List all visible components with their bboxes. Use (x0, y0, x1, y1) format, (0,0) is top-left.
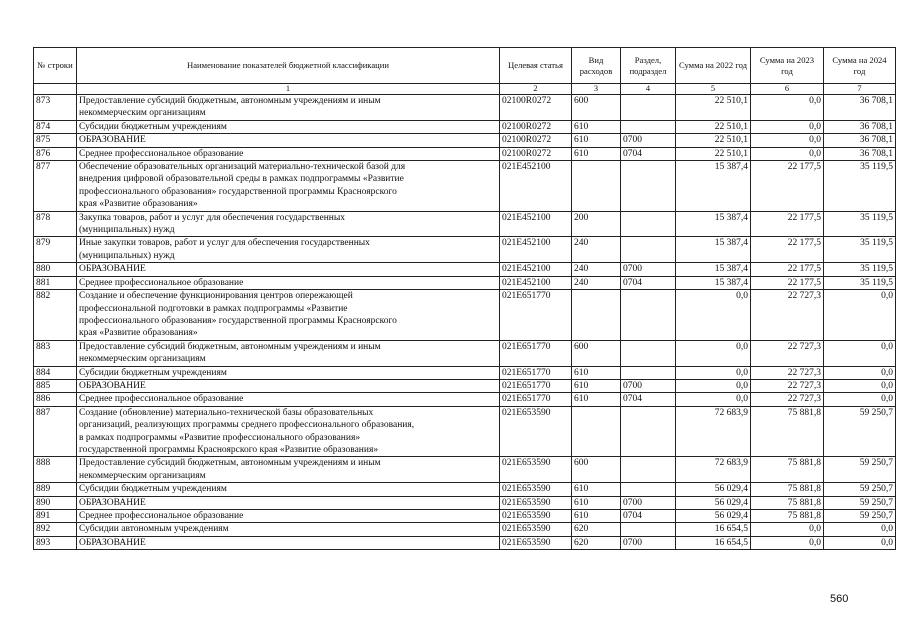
expense-type: 610 (572, 366, 621, 379)
indicator-name-line: профессиональной подготовки в рамках подпрограммы «Развитие (79, 303, 348, 314)
sum-2023: 22 177,5 (751, 276, 824, 289)
expense-type (572, 161, 621, 212)
indicator-name-line: края «Развитие образования» (79, 199, 198, 210)
indicator-name (77, 95, 500, 121)
section-code (621, 366, 676, 379)
indicator-name-line: в рамках подпрограммы «Развитие профессионального образования» (79, 432, 361, 443)
section-code: 0700 (621, 536, 676, 549)
sum-2024: 0,0 (824, 536, 896, 549)
sum-2024: 0,0 (824, 393, 896, 406)
indicator-name-line: (муниципальных) нужд (79, 225, 175, 236)
indicator-name-line: Субсидии бюджетным учреждениям (79, 121, 227, 132)
sum-2024: 35 119,5 (824, 263, 896, 276)
expense-type: 600 (572, 457, 621, 483)
sum-2022: 0,0 (676, 340, 751, 366)
page-number: 560 (830, 593, 849, 605)
section-code (621, 290, 676, 341)
expense-type: 620 (572, 536, 621, 549)
sum-2022: 22 510,1 (676, 120, 751, 133)
section-code: 0704 (621, 393, 676, 406)
expense-type: 620 (572, 523, 621, 536)
indicator-name (77, 276, 500, 289)
sum-2022: 0,0 (676, 393, 751, 406)
sum-2023: 22 727,3 (751, 366, 824, 379)
row-number: 889 (34, 483, 77, 496)
sum-2022: 22 510,1 (676, 95, 751, 121)
sum-2022: 15 387,4 (676, 237, 751, 263)
row-number: 886 (34, 393, 77, 406)
indicator-name (77, 379, 500, 392)
sum-2023: 22 727,3 (751, 379, 824, 392)
indicator-name-line: организаций, реализующих программы среднего профессионального образования, (79, 420, 415, 431)
target-article: 021E452100 (500, 237, 572, 263)
header-row-number: № строки (34, 48, 77, 84)
sum-2024: 35 119,5 (824, 237, 896, 263)
column-number: 3 (572, 84, 621, 95)
indicator-name-line: Среднее профессиональное образование (79, 394, 244, 405)
indicator-name-line: Среднее профессиональное образование (79, 277, 244, 288)
indicator-name-line: Предоставление субсидий бюджетным, автономным учреждениям и иным (79, 341, 381, 352)
section-code: 0704 (621, 510, 676, 523)
indicator-name-line: Предоставление субсидий бюджетным, автономным учреждениям и иным (79, 96, 381, 106)
sum-2023: 75 881,8 (751, 483, 824, 496)
sum-2024: 59 250,7 (824, 510, 896, 523)
indicator-name-line: Создание (обновление) материально-технической базы образовательных (79, 407, 374, 418)
target-article: 021E452100 (500, 161, 572, 212)
target-article: 021E653590 (500, 510, 572, 523)
column-number: 4 (621, 84, 676, 95)
sum-2022: 56 029,4 (676, 496, 751, 509)
sum-2024: 35 119,5 (824, 276, 896, 289)
sum-2024: 59 250,7 (824, 483, 896, 496)
sum-2022: 22 510,1 (676, 134, 751, 147)
indicator-name-line: ОБРАЗОВАНИЕ (79, 264, 146, 275)
row-number: 876 (34, 147, 77, 160)
table-row (34, 161, 896, 212)
section-code: 0700 (621, 263, 676, 276)
row-number: 888 (34, 457, 77, 483)
expense-type: 200 (572, 211, 621, 237)
sum-2022: 15 387,4 (676, 211, 751, 237)
table-row (34, 263, 896, 276)
indicator-name-line: ОБРАЗОВАНИЕ (79, 380, 146, 391)
row-number: 891 (34, 510, 77, 523)
sum-2023: 0,0 (751, 523, 824, 536)
section-code (621, 211, 676, 237)
sum-2022: 0,0 (676, 366, 751, 379)
expense-type: 610 (572, 147, 621, 160)
sum-2022: 56 029,4 (676, 510, 751, 523)
expense-type: 610 (572, 483, 621, 496)
sum-2022: 72 683,9 (676, 406, 751, 457)
target-article: 021E452100 (500, 211, 572, 237)
column-number: 6 (751, 84, 824, 95)
section-code: 0700 (621, 134, 676, 147)
expense-type: 240 (572, 263, 621, 276)
target-article: 02100R0272 (500, 147, 572, 160)
expense-type: 610 (572, 379, 621, 392)
sum-2022: 22 510,1 (676, 147, 751, 160)
sum-2023: 75 881,8 (751, 510, 824, 523)
indicator-name (77, 211, 500, 237)
indicator-name-line: Предоставление субсидий бюджетным, автономным учреждениям и иным (79, 458, 381, 469)
indicator-name-line: ОБРАЗОВАНИЕ (79, 537, 146, 548)
table-body (34, 95, 896, 550)
indicator-name-line: Иные закупки товаров, работ и услуг для обеспечения государственных (79, 238, 370, 249)
sum-2023: 22 727,3 (751, 340, 824, 366)
row-number: 892 (34, 523, 77, 536)
section-code (621, 120, 676, 133)
sum-2023: 22 727,3 (751, 290, 824, 341)
sum-2024: 0,0 (824, 366, 896, 379)
target-article: 021E653590 (500, 483, 572, 496)
sum-2024: 0,0 (824, 340, 896, 366)
target-article: 021E651770 (500, 340, 572, 366)
indicator-name (77, 120, 500, 133)
indicator-name (77, 340, 500, 366)
indicator-name (77, 457, 500, 483)
row-number: 885 (34, 379, 77, 392)
target-article: 021E653590 (500, 406, 572, 457)
sum-2024: 36 708,1 (824, 95, 896, 121)
section-code (621, 483, 676, 496)
indicator-name (77, 263, 500, 276)
table-row (34, 340, 896, 366)
indicator-name (77, 134, 500, 147)
indicator-name (77, 237, 500, 263)
table-row (34, 134, 896, 147)
sum-2022: 16 654,5 (676, 523, 751, 536)
indicator-name (77, 536, 500, 549)
table-row (34, 120, 896, 133)
target-article: 021E651770 (500, 393, 572, 406)
indicator-name-line: (муниципальных) нужд (79, 250, 175, 261)
indicator-name (77, 523, 500, 536)
table-row (34, 523, 896, 536)
sum-2023: 0,0 (751, 95, 824, 121)
column-number-blank (34, 84, 77, 95)
expense-type: 610 (572, 120, 621, 133)
indicator-name (77, 483, 500, 496)
section-code: 0704 (621, 147, 676, 160)
row-number: 874 (34, 120, 77, 133)
sum-2022: 0,0 (676, 379, 751, 392)
sum-2022: 15 387,4 (676, 263, 751, 276)
section-code (621, 340, 676, 366)
row-number: 877 (34, 161, 77, 212)
sum-2022: 56 029,4 (676, 483, 751, 496)
expense-type: 610 (572, 134, 621, 147)
indicator-name (77, 147, 500, 160)
column-number: 1 (77, 84, 500, 95)
header-sum-2024: Сумма на 2024 год (824, 48, 896, 84)
target-article: 021E653590 (500, 523, 572, 536)
indicator-name-line: профессионального образования» государственной программы Красноярского (79, 186, 397, 197)
sum-2024: 59 250,7 (824, 406, 896, 457)
indicator-name (77, 510, 500, 523)
indicator-name-line: Субсидии автономным учреждениям (79, 524, 229, 535)
indicator-name-line: некоммерческим организациям (79, 108, 206, 119)
indicator-name (77, 496, 500, 509)
column-number: 7 (824, 84, 896, 95)
section-code (621, 95, 676, 121)
header-sum-2022: Сумма на 2022 год (676, 48, 751, 84)
header-indicator-name: Наименование показателей бюджетной классификации (77, 48, 500, 84)
row-number: 883 (34, 340, 77, 366)
target-article: 021E651770 (500, 379, 572, 392)
budget-table (33, 47, 896, 550)
header-section: Раздел, подраздел (621, 48, 676, 84)
sum-2024: 35 119,5 (824, 211, 896, 237)
section-code (621, 161, 676, 212)
sum-2022: 15 387,4 (676, 161, 751, 212)
sum-2023: 75 881,8 (751, 457, 824, 483)
table-row (34, 457, 896, 483)
target-article: 02100R0272 (500, 95, 572, 121)
target-article: 021E452100 (500, 276, 572, 289)
sum-2023: 75 881,8 (751, 496, 824, 509)
target-article: 02100R0272 (500, 120, 572, 133)
expense-type: 600 (572, 340, 621, 366)
indicator-name (77, 290, 500, 341)
sum-2023: 22 177,5 (751, 237, 824, 263)
table-row (34, 406, 896, 457)
table-row (34, 211, 896, 237)
indicator-name-line: Обеспечение образовательных организаций материально-технической базой для (79, 162, 406, 173)
sum-2024: 0,0 (824, 379, 896, 392)
table-row (34, 290, 896, 341)
row-number: 875 (34, 134, 77, 147)
sum-2022: 16 654,5 (676, 536, 751, 549)
section-code (621, 406, 676, 457)
sum-2024: 59 250,7 (824, 496, 896, 509)
row-number: 890 (34, 496, 77, 509)
target-article: 021E653590 (500, 457, 572, 483)
sum-2024: 59 250,7 (824, 457, 896, 483)
section-code: 0700 (621, 379, 676, 392)
sum-2023: 0,0 (751, 147, 824, 160)
indicator-name-line: ОБРАЗОВАНИЕ (79, 135, 146, 146)
sum-2024: 0,0 (824, 523, 896, 536)
sum-2023: 0,0 (751, 536, 824, 549)
sum-2023: 0,0 (751, 134, 824, 147)
indicator-name-line: Субсидии бюджетным учреждениям (79, 484, 227, 495)
indicator-name-line: некоммерческим организациям (79, 470, 206, 481)
table-row (34, 393, 896, 406)
table-row (34, 483, 896, 496)
table-row (34, 95, 896, 121)
target-article: 021E452100 (500, 263, 572, 276)
sum-2024: 35 119,5 (824, 161, 896, 212)
indicator-name (77, 366, 500, 379)
header-target-article: Целевая статья (500, 48, 572, 84)
indicator-name-line: края «Развитие образования» (79, 328, 198, 339)
table-row (34, 536, 896, 549)
expense-type (572, 406, 621, 457)
target-article: 021E651770 (500, 290, 572, 341)
indicator-name-line: Закупка товаров, работ и услуг для обеспечения государственных (79, 212, 346, 223)
column-number: 5 (676, 84, 751, 95)
indicator-name-line: ОБРАЗОВАНИЕ (79, 497, 146, 508)
row-number: 873 (34, 95, 77, 121)
row-number: 880 (34, 263, 77, 276)
target-article: 021E653590 (500, 536, 572, 549)
row-number: 881 (34, 276, 77, 289)
indicator-name (77, 161, 500, 212)
sum-2023: 0,0 (751, 120, 824, 133)
row-number: 893 (34, 536, 77, 549)
sum-2024: 36 708,1 (824, 134, 896, 147)
indicator-name-line: некоммерческим организациям (79, 354, 206, 365)
expense-type: 240 (572, 276, 621, 289)
sum-2023: 22 727,3 (751, 393, 824, 406)
expense-type: 240 (572, 237, 621, 263)
section-code: 0704 (621, 276, 676, 289)
expense-type: 610 (572, 393, 621, 406)
sum-2023: 75 881,8 (751, 406, 824, 457)
table-row (34, 366, 896, 379)
expense-type: 600 (572, 95, 621, 121)
table-row (34, 276, 896, 289)
sum-2022: 15 387,4 (676, 276, 751, 289)
table-row (34, 147, 896, 160)
header-sum-2023: Сумма на 2023 год (751, 48, 824, 84)
section-code (621, 523, 676, 536)
table-row (34, 237, 896, 263)
table-row (34, 496, 896, 509)
indicator-name-line: Субсидии бюджетным учреждениям (79, 367, 227, 378)
sum-2024: 36 708,1 (824, 147, 896, 160)
section-code (621, 237, 676, 263)
indicator-name-line: профессионального образования» государственной программы Красноярского (79, 315, 397, 326)
row-number: 882 (34, 290, 77, 341)
row-number: 884 (34, 366, 77, 379)
indicator-name-line: Среднее профессиональное образование (79, 148, 244, 159)
expense-type: 610 (572, 510, 621, 523)
table-row (34, 379, 896, 392)
indicator-name (77, 393, 500, 406)
target-article: 021E653590 (500, 496, 572, 509)
expense-type (572, 290, 621, 341)
row-number: 878 (34, 211, 77, 237)
sum-2023: 22 177,5 (751, 211, 824, 237)
row-number: 879 (34, 237, 77, 263)
sum-2022: 0,0 (676, 290, 751, 341)
sum-2023: 22 177,5 (751, 263, 824, 276)
indicator-name-line: внедрения цифровой образовательной среды в рамках подпрограммы «Развитие (79, 174, 404, 185)
target-article: 021E651770 (500, 366, 572, 379)
sum-2024: 0,0 (824, 290, 896, 341)
indicator-name (77, 406, 500, 457)
section-code: 0700 (621, 496, 676, 509)
row-number: 887 (34, 406, 77, 457)
table-row (34, 510, 896, 523)
target-article: 02100R0272 (500, 134, 572, 147)
expense-type: 610 (572, 496, 621, 509)
indicator-name-line: Создание и обеспечение функционирования центров опережающей (79, 291, 353, 302)
sum-2022: 72 683,9 (676, 457, 751, 483)
section-code (621, 457, 676, 483)
column-number: 2 (500, 84, 572, 95)
sum-2023: 22 177,5 (751, 161, 824, 212)
indicator-name-line: государственной программы Красноярского края «Развитие образования» (79, 444, 379, 455)
header-expense-type: Вид расходов (572, 48, 621, 84)
sum-2024: 36 708,1 (824, 120, 896, 133)
indicator-name-line: Среднее профессиональное образование (79, 511, 244, 521)
